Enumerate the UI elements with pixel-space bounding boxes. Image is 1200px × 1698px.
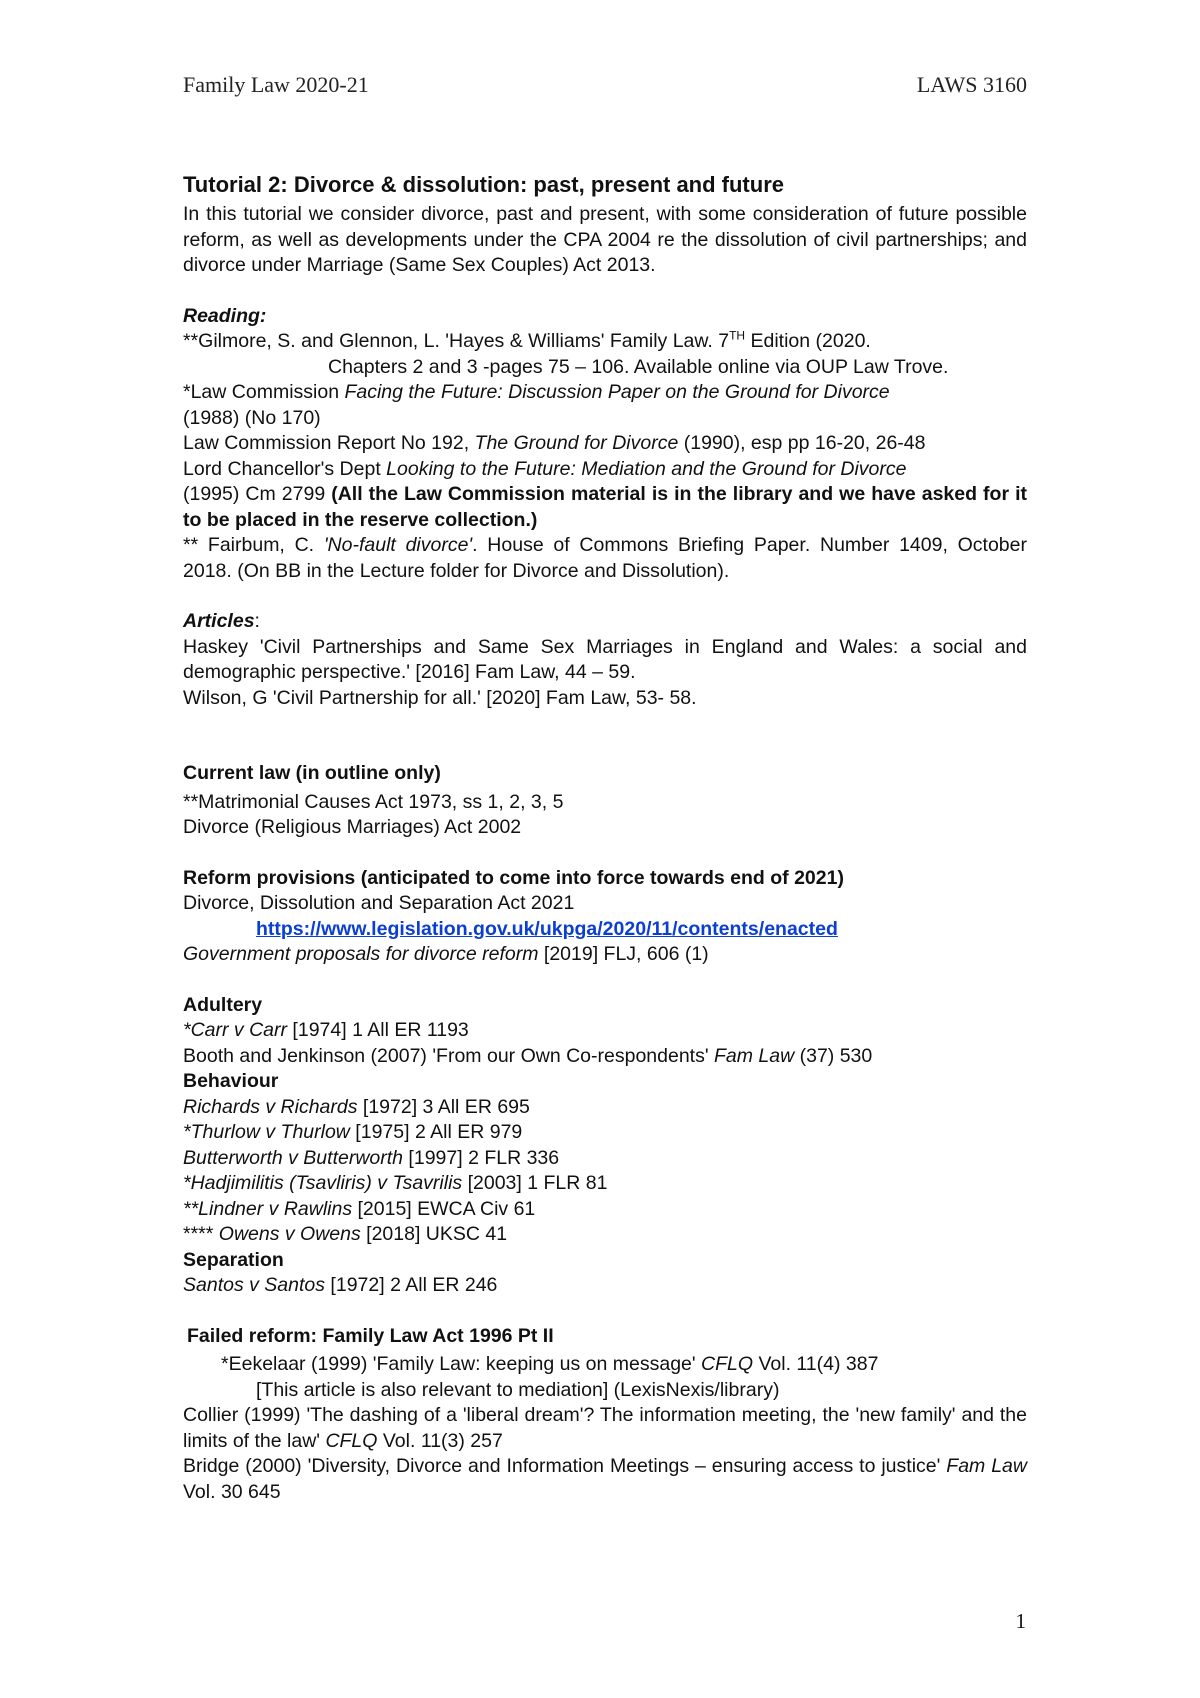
- current-law-heading: Current law (in outline only): [183, 762, 441, 784]
- current-law-item-2: Divorce (Religious Marriages) Act 2002: [183, 816, 522, 838]
- reform-item-3: Government proposals for divorce reform [2019] FLJ, 606 (1): [183, 943, 709, 965]
- reading-item-5: ** Fairbum, C. 'No-fault divorce'. House of Commons Briefing Paper. Number 1409, October 2018. (On BB in the Lecture folder for Divorce and Dissolution).: [183, 534, 1027, 582]
- legislation-link[interactable]: https://www.legislation.gov.uk/ukpga/2020/11/contents/enacted: [256, 917, 838, 940]
- adultery-heading: Adultery: [183, 993, 263, 1016]
- reading-item-2-cont: (1988) (No 170): [183, 406, 321, 429]
- behaviour-case-5: **Lindner v Rawlins [2015] EWCA Civ 61: [183, 1197, 536, 1220]
- failed-reform-item-2: Collier (1999) 'The dashing of a 'liberal dream'? The information meeting, the 'new family' and the limits of the law' CFLQ Vol. 11(3) 257: [183, 1404, 1027, 1452]
- failed-reform-heading: Failed reform: Family Law Act 1996 Pt II: [187, 1324, 554, 1347]
- failed-reform-item-1-cont: [This article is also relevant to mediation] (LexisNexis/library): [256, 1378, 780, 1401]
- adultery-case-2: Booth and Jenkinson (2007) 'From our Own Co-respondents' Fam Law (37) 530: [183, 1044, 873, 1067]
- reading-item-1: **Gilmore, S. and Glennon, L. 'Hayes & Williams' Family Law. 7TH Edition (2020.: [183, 328, 871, 352]
- failed-reform-item-1: *Eekelaar (1999) 'Family Law: keeping us on message' CFLQ Vol. 11(4) 387: [221, 1353, 879, 1375]
- reading-item-3: Law Commission Report No 192, The Ground for Divorce (1990), esp pp 16-20, 26-48: [183, 432, 926, 454]
- header-course-code: LAWS 3160: [916, 72, 1027, 97]
- reading-item-1-cont: Chapters 2 and 3 -pages 75 – 106. Available online via OUP Law Trove.: [328, 355, 949, 378]
- current-law-item-1: **Matrimonial Causes Act 1973, ss 1, 2, 3, 5: [183, 790, 564, 813]
- page-title: Tutorial 2: Divorce & dissolution: past, present and future: [183, 172, 784, 197]
- article-item-1: Haskey 'Civil Partnerships and Same Sex Marriages in England and Wales: a social and demographic perspective.' [2016] Fam Law, 44 – 59.: [183, 635, 1027, 683]
- behaviour-case-2: *Thurlow v Thurlow [1975] 2 All ER 979: [183, 1121, 523, 1143]
- behaviour-case-1: Richards v Richards [1972] 3 All ER 695: [183, 1095, 530, 1118]
- header-course-title: Family Law 2020-21: [183, 72, 369, 97]
- reading-item-2: *Law Commission Facing the Future: Discussion Paper on the Ground for Divorce: [183, 381, 890, 403]
- failed-reform-item-3: Bridge (2000) 'Diversity, Divorce and Information Meetings – ensuring access to justice' Fam Law Vol. 30 645: [183, 1455, 1027, 1503]
- reform-heading: Reform provisions (anticipated to come into force towards end of 2021): [183, 866, 844, 889]
- behaviour-heading: Behaviour: [183, 1070, 279, 1092]
- separation-case-1: Santos v Santos [1972] 2 All ER 246: [183, 1274, 498, 1296]
- articles-heading: Articles:: [183, 610, 260, 632]
- page-number: 1: [1015, 1609, 1026, 1633]
- reform-item-1: Divorce, Dissolution and Separation Act 2021: [183, 892, 575, 914]
- intro-paragraph: In this tutorial we consider divorce, past and present, with some consideration of future possible reform, as well as developments under the CPA 2004 re the dissolution of civil partnerships; and divorce under Marriage (Same Sex Couples) Act 2013.: [183, 203, 1027, 276]
- reading-item-4: Lord Chancellor's Dept Looking to the Future: Mediation and the Ground for Divorce: [183, 457, 907, 480]
- reading-item-4-cont: (1995) Cm 2799 (All the Law Commission material is in the library and we have asked for it to be placed in the reserve collection.): [183, 483, 1028, 531]
- reading-heading: Reading:: [183, 304, 267, 327]
- behaviour-case-4: *Hadjimilitis (Tsavliris) v Tsavrilis [2003] 1 FLR 81: [183, 1172, 608, 1194]
- separation-heading: Separation: [183, 1248, 284, 1271]
- adultery-case-1: *Carr v Carr [1974] 1 All ER 1193: [183, 1019, 469, 1041]
- behaviour-case-3: Butterworth v Butterworth [1997] 2 FLR 336: [183, 1146, 560, 1169]
- reform-link-row: [183, 917, 1027, 943]
- article-item-2: Wilson, G 'Civil Partnership for all.' [2020] Fam Law, 53- 58.: [183, 686, 697, 709]
- document-body: [183, 170, 1027, 1505]
- behaviour-case-6: **** Owens v Owens [2018] UKSC 41: [183, 1223, 508, 1245]
